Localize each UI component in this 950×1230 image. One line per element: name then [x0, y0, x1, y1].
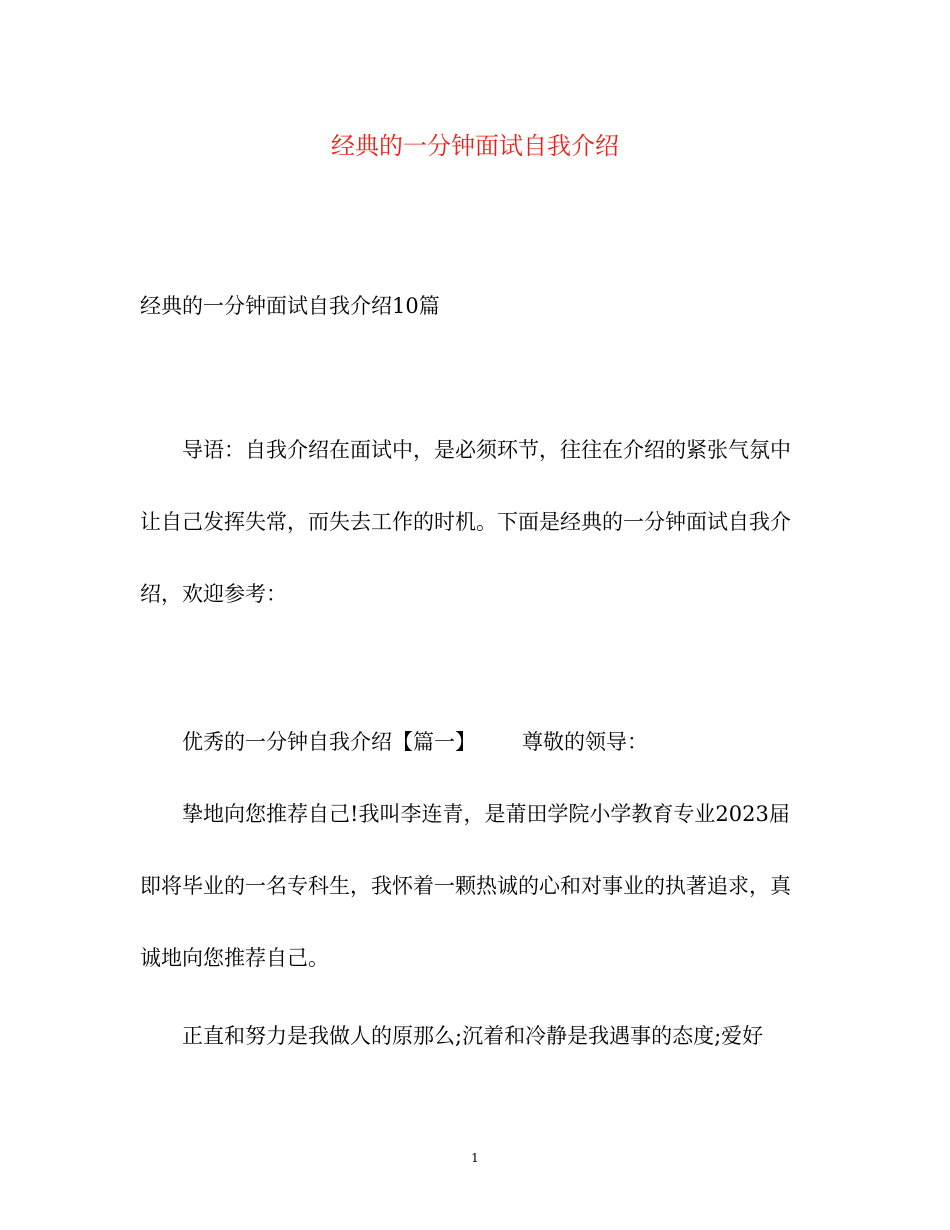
body-paragraph-1: 挚地向您推荐自己!我叫李连青，是莆田学院小学教育专业2023届即将毕业的一名专科生，我怀着一颗热诚的心和对事业的执著追求，真诚地向您推荐自己。: [140, 802, 791, 970]
greeting: 尊敬的领导：: [522, 730, 648, 754]
document-subtitle: 经典的一分钟面试自我介绍10篇: [140, 294, 440, 318]
page-number: 1: [471, 1151, 479, 1165]
section-heading: [140, 706, 800, 778]
section-title: 优秀的一分钟自我介绍【篇一】: [182, 730, 476, 754]
intro-paragraph: 导语：自我介绍在面试中，是必须环节，往往在介绍的紧张气氛中让自己发挥失常，而失去工作的时机。下面是经典的一分钟面试自我介绍，欢迎参考：: [140, 438, 791, 606]
body-paragraph-2: 正直和努力是我做人的原那么;沉着和冷静是我遇事的态度;爱好: [182, 1024, 764, 1048]
document-title: 经典的一分钟面试自我介绍: [331, 132, 619, 160]
